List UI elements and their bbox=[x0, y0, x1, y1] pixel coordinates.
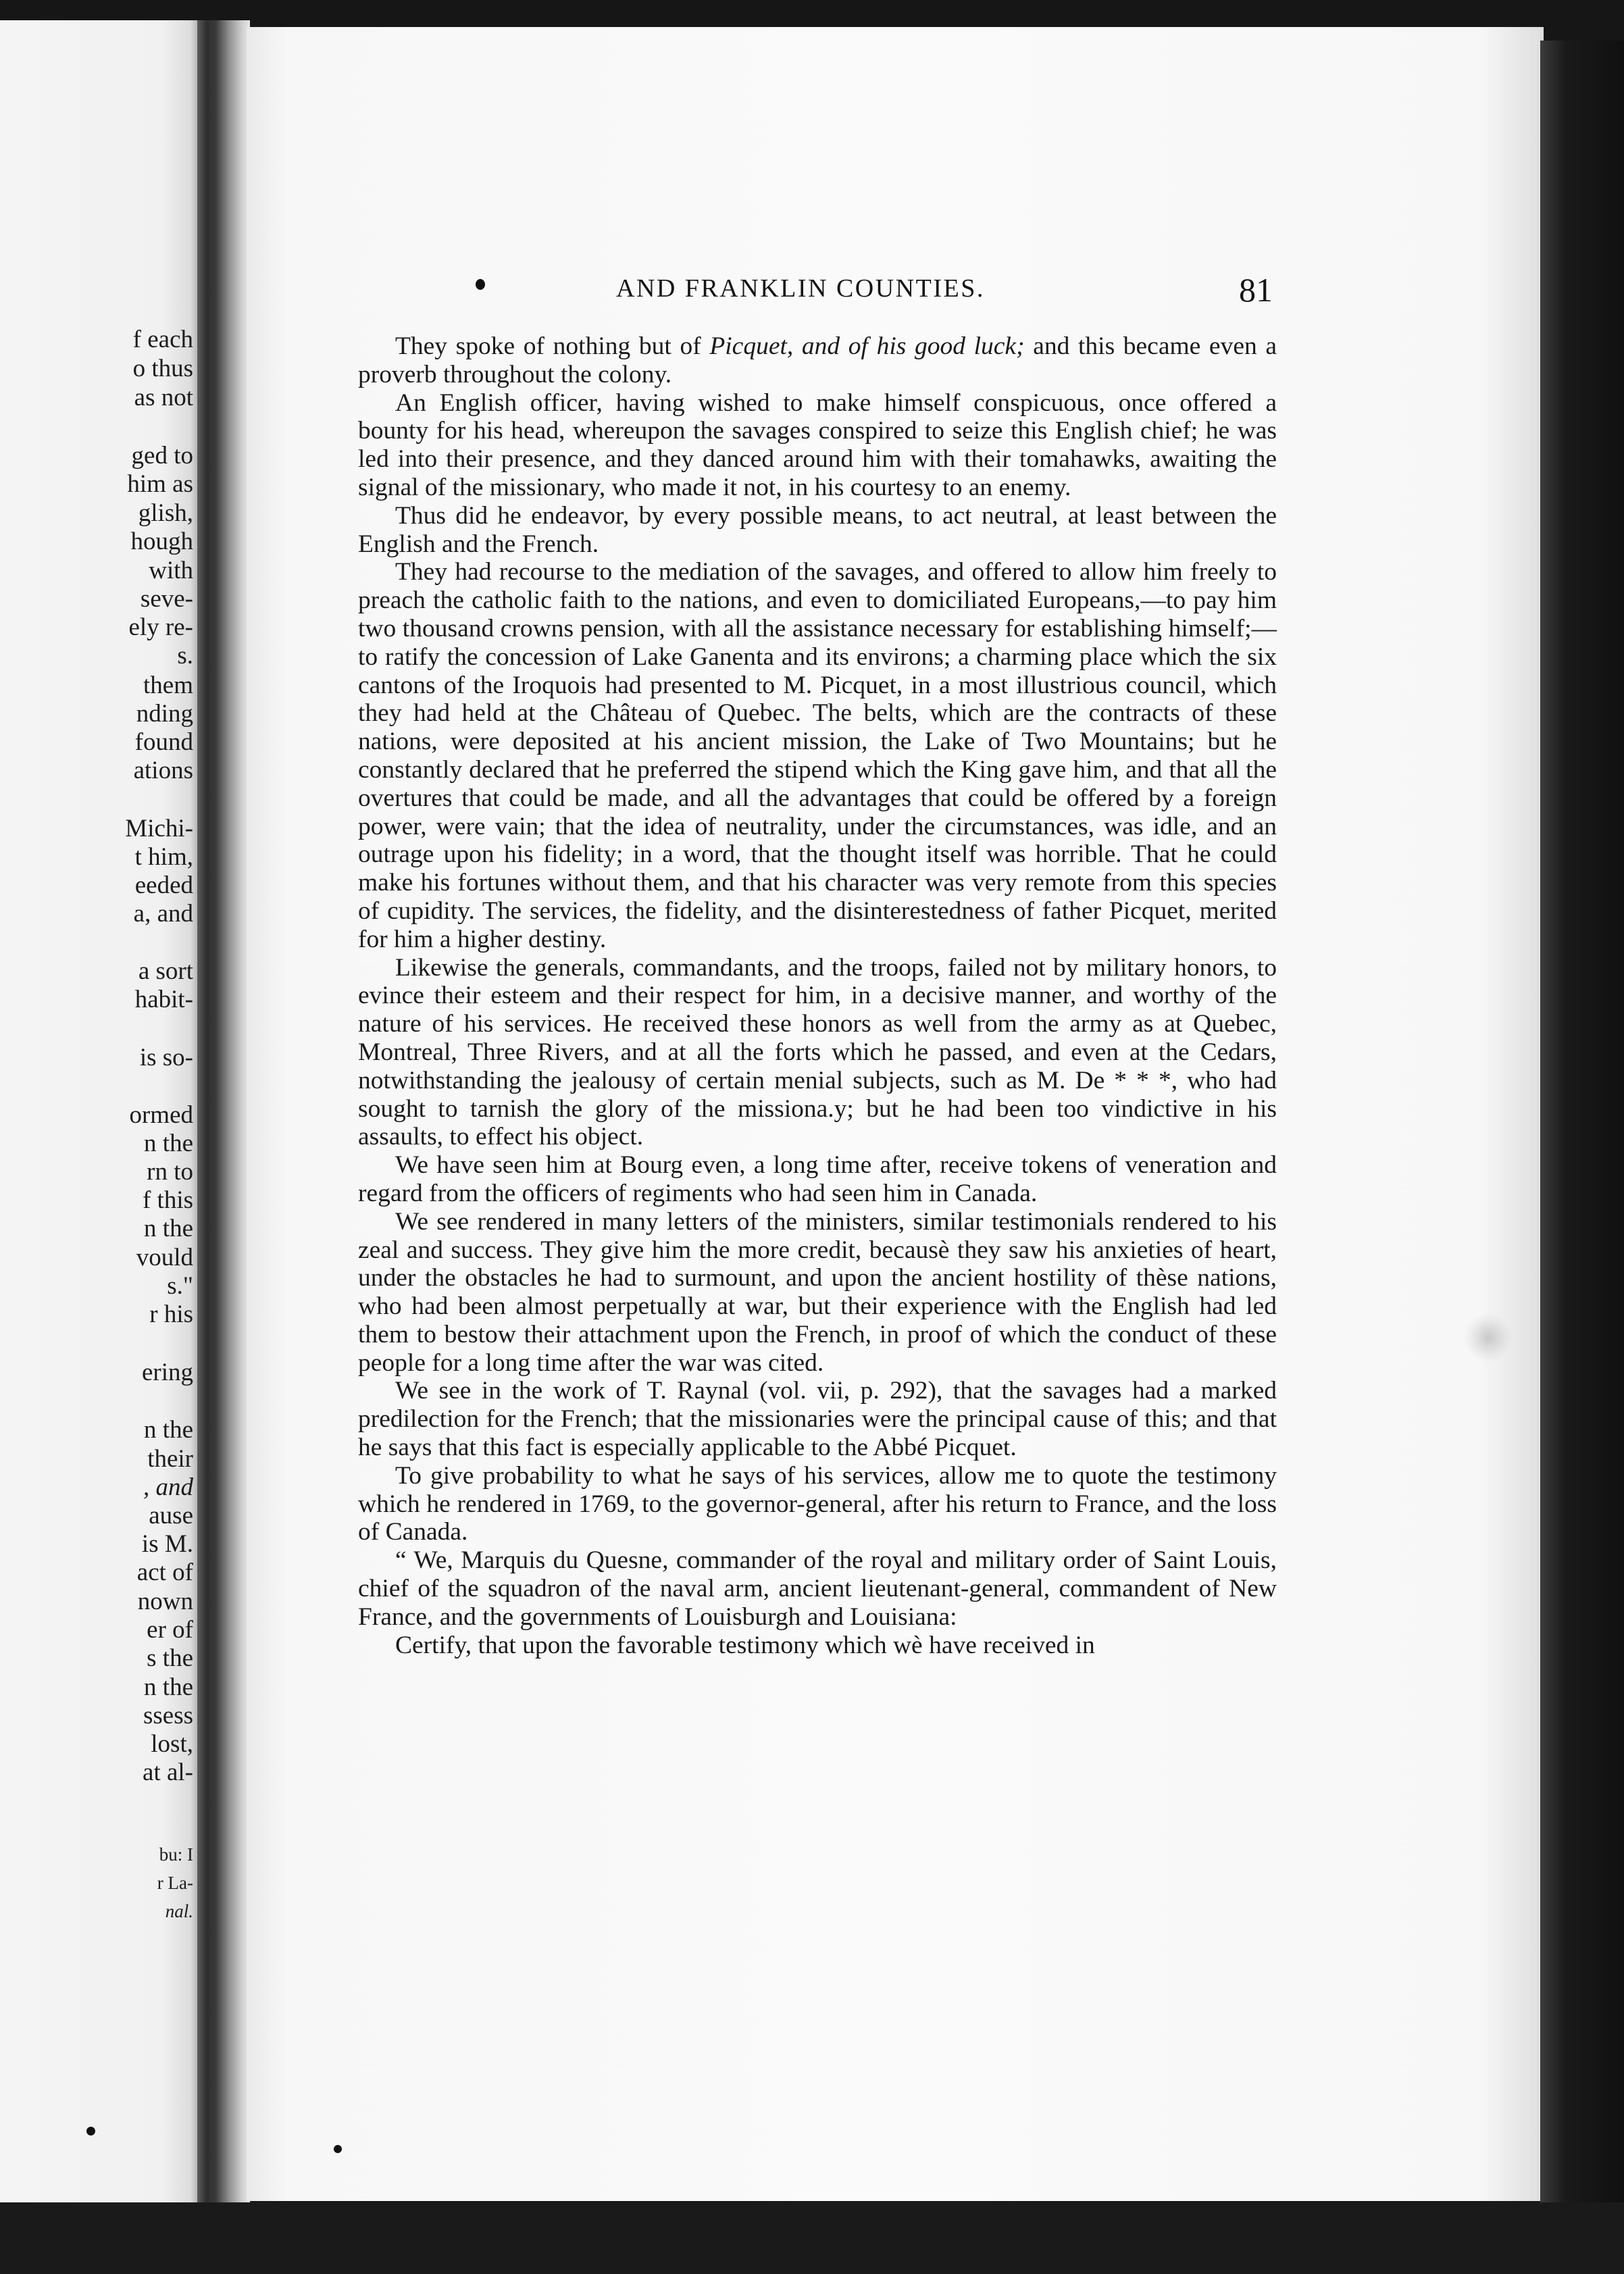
left-page-line-fragment: ering bbox=[141, 1359, 193, 1386]
left-page-line-fragment: is so- bbox=[139, 1044, 193, 1071]
paragraph: Likewise the generals, commandants, and the troops, failed not by military honors, to evince their esteem and their respect for him, in a decisive manner, and worthy of the nature of his services. He received these honors as well from the army as at Quebec, Montreal, Three Rivers, and at all the forts which he passed, and even at the Cedars, notwithstanding the jealousy of certain menial subjects, such as M. De * * *, who had sought to tarnish the glory of the missiona.y; but he had been too vindictive in his assaults, to effect his object. bbox=[358, 953, 1277, 1151]
running-head: AND FRANKLIN COUNTIES. bbox=[616, 274, 985, 303]
left-page-line-fragment: s." bbox=[167, 1272, 193, 1300]
paragraph-text: and this became even a proverb throughout the colony. bbox=[358, 332, 1277, 388]
paragraph: We see in the work of T. Raynal (vol. vii, p. 292), that the savages had a marked predilection for the French; that the missionaries were the principal cause of this; and that he says that this fact is especially applicable to the Abbé Picquet. bbox=[358, 1377, 1277, 1462]
left-page-line-fragment: is M. bbox=[141, 1530, 193, 1558]
left-page-line-fragment: er of bbox=[147, 1616, 193, 1644]
left-page-line-fragment: with bbox=[149, 557, 193, 584]
left-page-line-fragment: , and bbox=[143, 1473, 193, 1501]
quotation-paragraph: “ We, Marquis du Quesne, commander of the royal and military order of Saint Louis, chief of the squadron of the naval arm, ancient lieutenant-general, commandent of New France, and the governments of Louisburgh and Louisiana: bbox=[358, 1546, 1277, 1631]
left-page-line-fragment: s. bbox=[177, 642, 193, 669]
paragraph bbox=[358, 332, 1277, 389]
left-page-line-fragment: seve- bbox=[140, 585, 193, 613]
left-page-line-fragment: nding bbox=[136, 700, 193, 728]
paragraph: We have seen him at Bourg even, a long time after, receive tokens of veneration and regard from the officers of regiments who had seen him in Canada. bbox=[358, 1151, 1277, 1207]
left-page-line-fragment: eeded bbox=[134, 871, 193, 899]
left-page-line-fragment: found bbox=[134, 728, 193, 756]
left-page-line-fragment: their bbox=[147, 1445, 193, 1473]
left-page-line-fragment: s the bbox=[147, 1644, 193, 1672]
left-page-line-fragment: ely re- bbox=[128, 613, 193, 641]
bottom-ink-dot bbox=[334, 2145, 342, 2153]
left-page-line-fragment: ssess bbox=[143, 1702, 193, 1729]
left-page-line-fragment: as not bbox=[134, 384, 193, 411]
left-page-line-fragment: a, and bbox=[133, 900, 193, 928]
paragraph-italic-text: Picquet, and of his good luck; bbox=[709, 332, 1025, 360]
left-page-line-fragment: rn to bbox=[147, 1158, 193, 1186]
left-page-line-fragment: n the bbox=[144, 1130, 193, 1157]
left-page-line-fragment: nown bbox=[137, 1588, 193, 1615]
left-page-line-fragment: glish, bbox=[138, 499, 193, 527]
left-page-line-fragment: f each bbox=[132, 326, 193, 353]
left-page-line-fragment: t him, bbox=[134, 843, 193, 871]
page-body bbox=[358, 332, 1277, 1659]
left-page-line-fragment: them bbox=[143, 672, 193, 699]
left-page-line-fragment: habit- bbox=[134, 986, 193, 1013]
right-page-edge-shadow bbox=[1540, 41, 1624, 2216]
left-page-line-fragment: act of bbox=[136, 1559, 193, 1586]
left-page-line-fragment: ations bbox=[133, 757, 193, 784]
paragraph-text: They spoke of nothing but of bbox=[395, 332, 710, 360]
left-page-line-fragment: n the bbox=[144, 1215, 193, 1242]
paragraph: An English officer, having wished to make himself conspicuous, once offered a bounty for his head, whereupon the savages conspired to seize this English chief; he was led into their presence, and they danced around him with their tomahawks, awaiting the signal of the missionary, who made it not, in his courtesy to an enemy. bbox=[358, 388, 1277, 501]
left-page-line-fragment: ause bbox=[149, 1502, 193, 1530]
page-number: 81 bbox=[1239, 271, 1273, 309]
scan-bottom-border bbox=[0, 2202, 1624, 2274]
header-bullet-mark bbox=[476, 279, 485, 290]
left-page-line-fragment: f this bbox=[142, 1186, 193, 1214]
left-page-line-fragment: n the bbox=[144, 1416, 193, 1444]
paragraph: To give probability to what he says of his services, allow me to quote the testimony which he rendered in 1769, to the governor-general, after his return to France, and the loss of Canada. bbox=[358, 1461, 1277, 1546]
left-page-line-fragment: him as bbox=[127, 470, 193, 498]
scan-smudge bbox=[1465, 1314, 1512, 1361]
left-page-line-fragment: r La- bbox=[157, 1873, 193, 1893]
paragraph: We see rendered in many letters of the ministers, similar testimonials rendered to his zeal and success. They give him the more credit, becausè they saw his anxieties of heart, under the obstacles he had to surmount, and upon the ancient hostility of thèse nations, who had been almost perpetually at war, but their experience with the English had led them to bestow their attachment upon the French, in proof of which the conduct of these people for a long time after the war was cited. bbox=[358, 1207, 1277, 1377]
left-page-line-fragment: vould bbox=[136, 1244, 193, 1271]
left-page-line-fragment: lost, bbox=[151, 1730, 193, 1758]
left-page-line-fragment: ged to bbox=[131, 442, 193, 470]
left-page-line-fragment: hough bbox=[130, 528, 193, 555]
left-facing-page bbox=[0, 20, 203, 2213]
left-page-line-fragment: o thus bbox=[132, 355, 193, 382]
left-page-line-fragment: r his bbox=[149, 1300, 193, 1328]
book-gutter bbox=[197, 20, 250, 2213]
left-page-line-fragment: ormed bbox=[129, 1101, 193, 1129]
left-page-line-fragment: Michi- bbox=[125, 815, 193, 842]
left-page-line-fragment: nal. bbox=[165, 1901, 193, 1921]
paragraph: Certify, that upon the favorable testimony which wè have received in bbox=[395, 1631, 1095, 1659]
paragraph: Thus did he endeavor, by every possible means, to act neutral, at least between the English and the French. bbox=[358, 501, 1277, 558]
left-page-line-fragment: bu: I bbox=[159, 1844, 193, 1865]
left-page-line-fragment: at al- bbox=[143, 1759, 193, 1786]
left-page-line-fragment: a sort bbox=[138, 957, 193, 985]
left-page-ink-dot bbox=[86, 2127, 95, 2136]
paragraph: They had recourse to the mediation of the savages, and offered to allow him freely to preach the catholic faith to the nations, and even to domiciliated Europeans,—to pay him two thousand crowns pension, with all the assistance necessary for establishing himself;—to ratify the concession of Lake Ganenta and its environs; a charming place which the six cantons of the Iroquois had presented to M. Picquet, in a most illustrious council, which they had held at the Château of Quebec. The belts, which are the contracts of these nations, were deposited at his ancient mission, the Lake of Two Mountains; but he constantly declared that he preferred the stipend which the King gave him, and that all the overtures that could be made, and all the advantages that could be offered by a foreign power, were vain; that the idea of neutrality, under the circumstances, was idle, and an outrage upon his fidelity; in a word, that the thought itself was horrible. That he could make his fortunes without them, and that his character was very remote from this species of cupidity. The services, the fidelity, and the disinterestedness of father Picquet, merited for him a higher destiny. bbox=[358, 558, 1277, 953]
left-page-line-fragment: n the bbox=[144, 1673, 193, 1701]
